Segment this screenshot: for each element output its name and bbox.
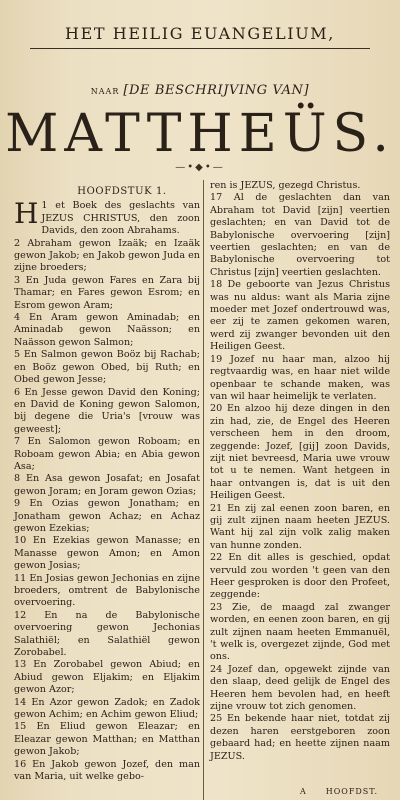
subheading-naar: NAAR — [90, 87, 120, 96]
verse-paragraph: 9 En Ozias gewon Jonatham; en Jonatham gewon Achaz; en Achaz gewon Ezekias; — [14, 498, 200, 534]
verse-paragraph: 21 En zij zal eenen zoon baren, en gij zult zijnen naam heeten JEZUS. Want hij zal zijn volk zalig maken van hunne zonden. — [210, 502, 390, 551]
book-title: MATTHEÜS. — [5, 104, 395, 164]
verse-paragraph: 8 En Asa gewon Josafat; en Josafat gewon Joram; en Joram gewon Ozias; — [14, 473, 200, 497]
right-column — [210, 180, 390, 763]
verse-paragraph: 3 En Juda gewon Fares en Zara bij Thamar; en Fares gewon Esrom; en Esrom gewon Aram; — [14, 274, 200, 311]
ornament-divider: —•◆•— — [175, 162, 225, 173]
verse-paragraph: 14 En Azor gewon Zadok; en Zadok gewon Achim; en Achim gewon Eliud; — [14, 696, 200, 721]
verse-paragraph: 19 Jozef nu haar man, alzoo hij regtvaardig was, en haar niet wilde openbaar te schande maken, was van wil haar heimelijk te verlaten. — [210, 353, 390, 402]
heading-rule — [30, 48, 370, 49]
verse-paragraph: ren is JEZUS, gezegd Christus. — [210, 180, 361, 191]
verse-paragraph: 13 En Zorobabel gewon Abiud; en Abiud gewon Eljakim; en Eljakim gewon Azor; — [14, 659, 200, 696]
gospel-subheading — [0, 83, 400, 98]
catchword: HOOFDST. — [325, 787, 378, 796]
verse-paragraph: 17 Al de geslachten dan van Abraham tot David [zijn] veertien geslachten; en van David tot de Babylonische overvoering [zijn] veertien geslachten; en van de Babylonische overvoering tot Christus [zijn] veertien geslachten. — [210, 192, 390, 278]
signature-mark: A — [300, 787, 306, 796]
verse-paragraph: 23 Zie, de maagd zal zwanger worden, en eenen zoon baren, en gij zult zijnen naam heeten Emmanuël, 't welk is, overgezet zijnde, God met ons. — [210, 601, 390, 663]
left-column — [14, 180, 200, 784]
verse-paragraph: 2 Abraham gewon Izaäk; en Izaäk gewon Jakob; en Jakob gewon Juda en zijne broeders; — [14, 237, 200, 274]
verse-paragraph: 16 En Jakob gewon Jozef, den man van Maria, uit welke gebo- — [14, 758, 200, 783]
verse-paragraph: 7 En Salomon gewon Roboam; en Roboam gewon Abia; en Abia gewon Asa; — [14, 436, 200, 472]
verse-paragraph: 10 En Ezekias gewon Manasse; en Manasse gewon Amon; en Amon gewon Josias; — [14, 535, 200, 572]
verse-paragraph: 24 Jozef dan, opgewekt zijnde van den slaap, deed gelijk de Engel des Heeren hem bevolen had, en heeft zijne vrouw tot zich genomen. — [210, 663, 390, 713]
verse-paragraph: 18 De geboorte van Jezus Christus was nu aldus: want als Maria zijne moeder met Jozef ondertrouwd was, eer zij te zamen gekomen waren, werd zij zwanger bevonden uit den Heiligen Geest. — [210, 279, 390, 353]
verse-paragraph: 20 En alzoo hij deze dingen in den zin had, zie, de Engel des Heeren verscheen hem in den droom, zeggende: Jozef, [gij] zoon Davids, zijt niet bevreesd, Maria uwe vrouw tot u te nemen. Want hetgeen in haar ontvangen is, dat is uit den Heiligen Geest. — [210, 403, 390, 502]
verse-paragraph: 1 et Boek des geslachts van JEZUS CHRISTUS, den zoon Davids, den zoon Abrahams. — [41, 200, 200, 237]
subheading-text: [DE BESCHRIJVING VAN] — [123, 83, 310, 98]
verse-paragraph: 5 En Salmon gewon Boöz bij Rachab; en Boöz gewon Obed, bij Ruth; en Obed gewon Jesse; — [14, 349, 200, 386]
gospel-heading: HET HEILIG EUANGELIUM, — [65, 24, 335, 43]
verse-paragraph: 25 En bekende haar niet, totdat zij dezen haren eerstgeboren zoon gebaard had; en heette zijnen naam JEZUS. — [210, 713, 390, 762]
verse-paragraph: 15 En Eliud gewon Eleazar; en Eleazar gewon Matthan; en Matthan gewon Jakob; — [14, 721, 200, 758]
verse-paragraph: 22 En dit alles is geschied, opdat vervuld zou worden 't geen van den Heer gesproken is door den Profeet, zeggende: — [210, 552, 390, 601]
verse-paragraph: 6 En Jesse gewon David den Koning; en David de Koning gewon Salomon, bij degene die Uria's [vrouw was geweest]; — [14, 386, 200, 435]
drop-cap: H — [14, 197, 39, 231]
column-divider — [203, 180, 204, 800]
verse-paragraph: 4 En Aram gewon Aminadab; en Aminadab gewon Naässon; en Naässon gewon Salmon; — [14, 312, 200, 348]
verse-paragraph: 12 En na de Babylonische overvoering gewon Jechonias Salathiël; en Salathiël gewon Zorobabel. — [14, 609, 200, 659]
chapter-heading: HOOFDSTUK 1. — [77, 186, 167, 197]
verse-paragraph: 11 En Josias gewon Jechonias en zijne broeders, omtrent de Babylonische overvoering. — [14, 572, 200, 609]
